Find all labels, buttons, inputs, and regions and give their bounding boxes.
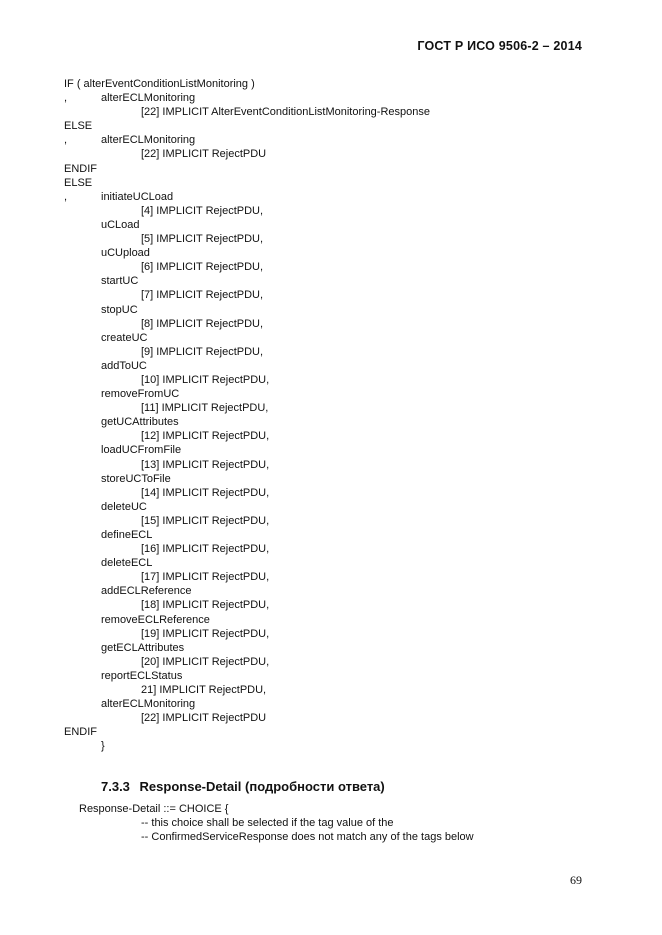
- code-line: [64, 443, 604, 457]
- code-text: [22] IMPLICIT RejectPDU: [141, 148, 267, 161]
- comment-line: -- ConfirmedServiceResponse does not match any of the tags below: [141, 831, 474, 843]
- code-line: [64, 500, 604, 514]
- code-text: 21] IMPLICIT RejectPDU,: [141, 684, 267, 697]
- code-text: getUCAttributes: [101, 416, 179, 429]
- code-line: [64, 401, 604, 415]
- code-line: [64, 105, 604, 119]
- code-text: removeFromUC: [101, 388, 180, 401]
- code-line: [64, 119, 604, 133]
- line-comma: ,: [64, 92, 68, 105]
- code-line: [64, 190, 604, 204]
- code-text: getECLAttributes: [101, 641, 185, 654]
- code-line: [64, 613, 604, 627]
- code-line: [64, 359, 604, 373]
- code-line: [64, 739, 604, 753]
- code-text: startUC: [101, 275, 139, 288]
- page-number: 69: [570, 873, 582, 887]
- section-number: 7.3.3: [101, 779, 130, 794]
- code-text: ELSE: [64, 176, 93, 189]
- code-line: [64, 627, 604, 641]
- code-text: ELSE: [64, 120, 93, 133]
- code-line: [64, 669, 604, 683]
- code-text: [16] IMPLICIT RejectPDU,: [141, 543, 270, 556]
- definition-line: Response-Detail ::= CHOICE {: [79, 803, 229, 815]
- code-line: [64, 486, 604, 500]
- code-text: [4] IMPLICIT RejectPDU,: [141, 204, 264, 217]
- code-line: [64, 133, 604, 147]
- code-text: alterECLMonitoring: [101, 92, 196, 105]
- code-line: [64, 697, 604, 711]
- response-detail-definition: [79, 802, 599, 844]
- code-line: [64, 711, 604, 725]
- code-line: [64, 514, 604, 528]
- code-line: [64, 387, 604, 401]
- code-text: alterECLMonitoring: [101, 134, 196, 147]
- code-text: [22] IMPLICIT AlterEventConditionListMonitoring-Response: [141, 106, 430, 119]
- code-text: [11] IMPLICIT RejectPDU,: [141, 402, 269, 415]
- code-line: [64, 162, 604, 176]
- code-text: alterECLMonitoring: [101, 698, 196, 711]
- code-text: [15] IMPLICIT RejectPDU,: [141, 514, 270, 527]
- code-text: [9] IMPLICIT RejectPDU,: [141, 345, 264, 358]
- code-text: deleteECL: [101, 557, 153, 570]
- code-text: [22] IMPLICIT RejectPDU: [141, 712, 267, 725]
- asn1-code-block: [64, 77, 604, 754]
- code-line: [64, 246, 604, 260]
- code-line: [64, 260, 604, 274]
- code-text: addToUC: [101, 359, 147, 372]
- code-line: [64, 458, 604, 472]
- code-line: [64, 528, 604, 542]
- code-text: [6] IMPLICIT RejectPDU,: [141, 261, 264, 274]
- code-line: [64, 77, 604, 91]
- code-line: [64, 542, 604, 556]
- code-line: [64, 218, 604, 232]
- code-text: [7] IMPLICIT RejectPDU,: [141, 289, 264, 302]
- code-text: [8] IMPLICIT RejectPDU,: [141, 317, 264, 330]
- code-text: [18] IMPLICIT RejectPDU,: [141, 599, 270, 612]
- code-text: defineECL: [101, 529, 153, 541]
- code-line: [64, 641, 604, 655]
- code-text: ENDIF: [64, 726, 97, 739]
- code-line: [64, 91, 604, 105]
- section-heading: [101, 779, 385, 794]
- code-line: [64, 725, 604, 739]
- comment-line: -- this choice shall be selected if the tag value of the: [141, 817, 394, 829]
- code-line: [64, 556, 604, 570]
- code-text: loadUCFromFile: [101, 444, 182, 457]
- code-line: [64, 288, 604, 302]
- code-text: [17] IMPLICIT RejectPDU,: [141, 571, 270, 584]
- code-text: reportECLStatus: [101, 669, 183, 682]
- code-text: stopUC: [101, 303, 138, 316]
- code-line: [64, 683, 604, 697]
- code-text: removeECLReference: [101, 613, 210, 626]
- code-text: [14] IMPLICIT RejectPDU,: [141, 486, 270, 499]
- code-line: [64, 274, 604, 288]
- code-line: [64, 317, 604, 331]
- code-text: deleteUC: [101, 500, 147, 513]
- code-line: [64, 598, 604, 612]
- code-line: [64, 373, 604, 387]
- code-line: [64, 655, 604, 669]
- code-text: [13] IMPLICIT RejectPDU,: [141, 458, 270, 471]
- line-comma: ,: [64, 134, 68, 147]
- code-line: [64, 331, 604, 345]
- code-line: [64, 584, 604, 598]
- code-text: uCUpload: [101, 247, 150, 260]
- code-line: [64, 232, 604, 246]
- code-text: uCLoad: [101, 218, 140, 231]
- standard-header: ГОСТ Р ИСО 9506-2 – 2014: [417, 39, 582, 53]
- code-text: storeUCToFile: [101, 472, 171, 485]
- code-text: }: [101, 740, 105, 753]
- code-line: [64, 472, 604, 486]
- code-text: IF ( alterEventConditionListMonitoring ): [64, 78, 255, 90]
- code-line: [64, 345, 604, 359]
- code-text: [12] IMPLICIT RejectPDU,: [141, 430, 270, 443]
- section-title: Response-Detail (подробности ответа): [139, 779, 385, 794]
- line-comma: ,: [64, 190, 68, 203]
- code-line: [64, 204, 604, 218]
- code-line: [64, 176, 604, 190]
- code-text: createUC: [101, 331, 148, 344]
- code-text: initiateUCLoad: [101, 190, 174, 203]
- code-text: [19] IMPLICIT RejectPDU,: [141, 627, 270, 640]
- code-text: [20] IMPLICIT RejectPDU,: [141, 655, 270, 668]
- code-text: [10] IMPLICIT RejectPDU,: [141, 373, 270, 386]
- code-line: [64, 147, 604, 161]
- code-text: [5] IMPLICIT RejectPDU,: [141, 233, 264, 246]
- code-line: [64, 570, 604, 584]
- code-text: addECLReference: [101, 585, 192, 598]
- code-line: [64, 429, 604, 443]
- code-line: [64, 303, 604, 317]
- code-text: ENDIF: [64, 162, 97, 175]
- code-line: [64, 415, 604, 429]
